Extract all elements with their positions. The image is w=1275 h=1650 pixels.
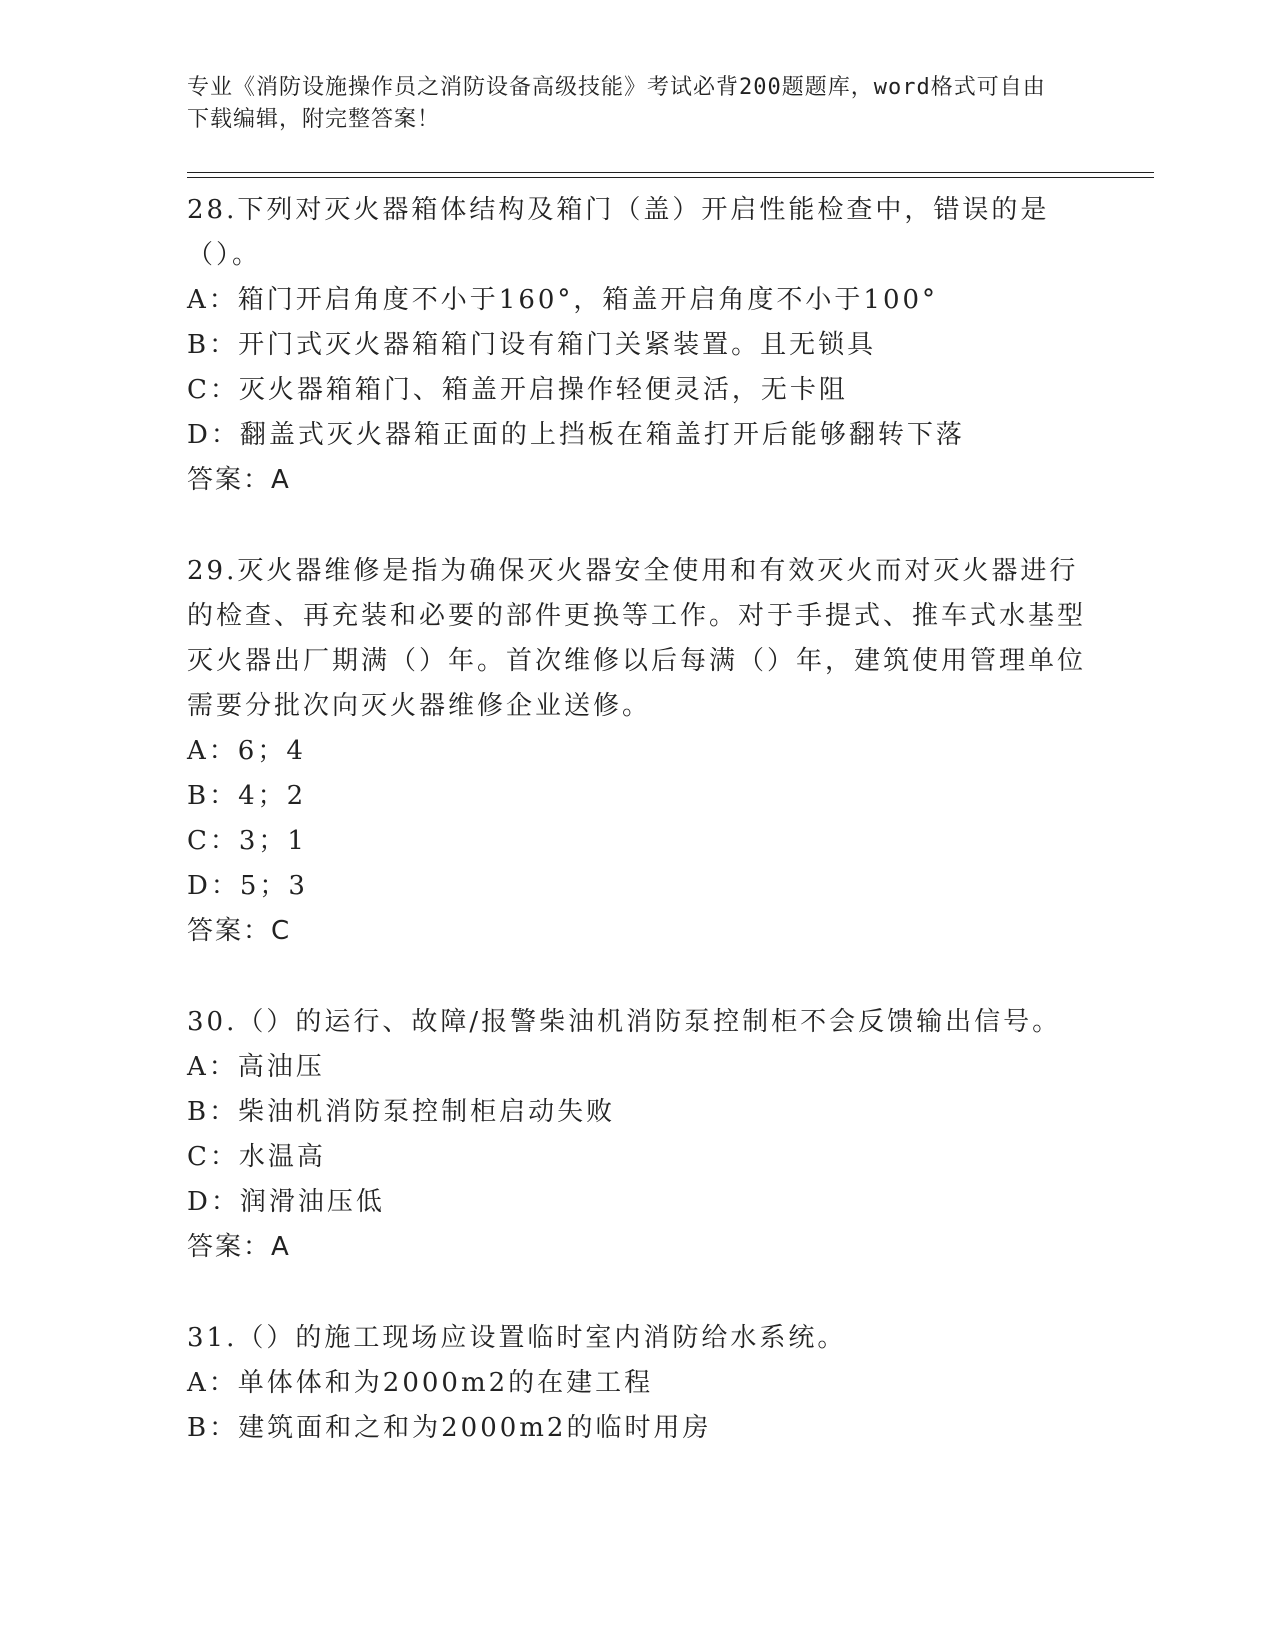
question-list [187, 188, 1087, 1497]
question-stem: 28.下列对灭火器箱体结构及箱门（盖）开启性能检查中，错误的是（）。 [187, 195, 1050, 270]
option-a: A：箱门开启角度不小于160°，箱盖开启角度不小于100° [187, 285, 939, 315]
question-31 [187, 1316, 1087, 1451]
question-stem: 30.（）的运行、故障/报警柴油机消防泵控制柜不会反馈输出信号。 [187, 1007, 1062, 1037]
option-d: D：5；3 [187, 871, 308, 901]
option-d: D：润滑油压低 [187, 1187, 385, 1217]
answer-line: 答案：C [187, 916, 292, 946]
option-b: B：4；2 [187, 781, 307, 811]
option-a: A：高油压 [187, 1052, 325, 1082]
header-divider-bottom [187, 177, 1154, 178]
question-stem: 29.灭火器维修是指为确保灭火器安全使用和有效灭火而对灭火器进行的检查、再充装和必要的部件更换等工作。对于手提式、推车式水基型灭火器出厂期满（）年。首次维修以后每满（）年，建筑使用管理单位需要分批次向灭火器维修企业送修。 [187, 556, 1087, 721]
option-d: D：翻盖式灭火器箱正面的上挡板在箱盖打开后能够翻转下落 [187, 420, 965, 450]
option-c: C：水温高 [187, 1142, 326, 1172]
option-b: B：柴油机消防泵控制柜启动失败 [187, 1097, 616, 1127]
question-stem: 31.（）的施工现场应设置临时室内消防给水系统。 [187, 1323, 847, 1353]
header-divider-top [187, 172, 1154, 173]
option-c: C：灭火器箱箱门、箱盖开启操作轻便灵活，无卡阻 [187, 375, 848, 405]
document-header [187, 72, 1067, 136]
option-b: B：建筑面和之和为2000m2的临时用房 [187, 1413, 712, 1443]
option-c: C：3；1 [187, 826, 307, 856]
option-a: A：6；4 [187, 736, 306, 766]
option-b: B：开门式灭火器箱箱门设有箱门关紧装置。且无锁具 [187, 330, 877, 360]
question-29 [187, 549, 1087, 954]
header-title: 专业《消防设施操作员之消防设备高级技能》考试必背200题题库，word格式可自由下载编辑，附完整答案！ [187, 75, 1046, 132]
option-a: A：单体体和为2000m2的在建工程 [187, 1368, 654, 1398]
answer-line: 答案：A [187, 465, 291, 495]
answer-line: 答案：A [187, 1232, 291, 1262]
question-28 [187, 188, 1087, 503]
question-30 [187, 1000, 1087, 1270]
